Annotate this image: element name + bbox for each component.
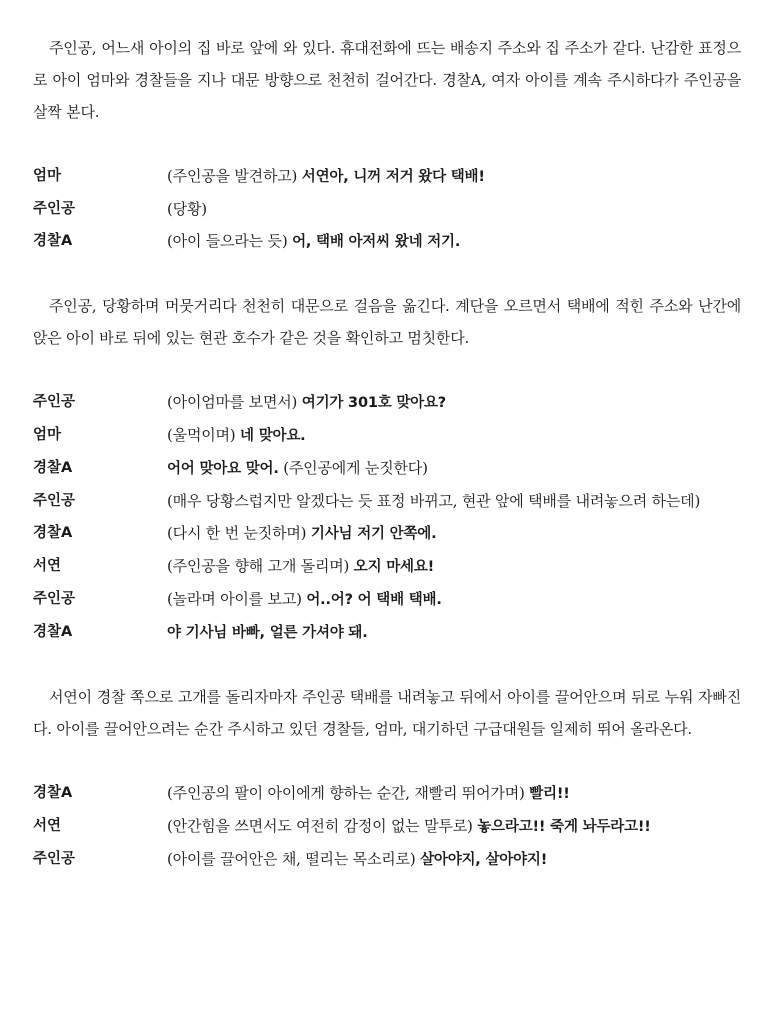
dialogue-text: [167, 616, 741, 649]
speaker-name: 엄마: [33, 427, 62, 443]
speaker-name: 경찰A: [33, 785, 73, 801]
stage-direction: (주인공을 향해 고개 돌리며): [167, 557, 350, 575]
stage-direction: (울먹이며): [167, 426, 236, 444]
stage-direction: (아이엄마를 보면서): [167, 393, 298, 411]
speaker-name: 주인공: [33, 201, 76, 217]
dialogue-text: [167, 550, 741, 583]
dialogue-line: [33, 452, 741, 485]
speaker-name: 주인공: [33, 394, 76, 410]
action-paragraph-1: 주인공, 어느새 아이의 집 바로 앞에 와 있다. 휴대전화에 뜨는 배송지 주소와 집 주소가 같다. 난감한 표정으로 아이 엄마와 경찰들을 지나 대문 방향으로 천천히 걸어간다. 경찰A, 여자 아이를 계속 주시하다가 주인공을 살짝 본다.: [33, 39, 741, 121]
spoken-line: 어, 택배 아저씨 왔네 저기.: [292, 234, 461, 250]
spoken-line: 살아야지, 살아야지!: [420, 852, 548, 868]
spoken-line: 네 맞아요.: [240, 428, 306, 444]
action-paragraph-2: 주인공, 당황하며 머뭇거리다 천천히 대문으로 걸음을 옮긴다. 계단을 오르면서 택배에 적힌 주소와 난간에 앉은 아이 바로 뒤에 있는 현관 호수가 같은 것을 확인하고 멈칫한다.: [33, 297, 741, 347]
dialogue-line: [33, 517, 741, 550]
dialogue-line: [33, 843, 741, 876]
dialogue-line: [33, 810, 741, 843]
dialogue-text: [167, 225, 741, 258]
speaker-name: 서연: [33, 818, 62, 834]
dialogue-line: [33, 583, 741, 616]
stage-direction: (주인공의 팔이 아이에게 향하는 순간, 재빨리 뛰어가며): [167, 784, 525, 802]
dialogue-line: [33, 160, 741, 193]
dialogue-block-1: [33, 160, 741, 258]
stage-direction: (주인공을 발견하고): [167, 167, 298, 185]
dialogue-text: [167, 160, 741, 193]
speaker-name: 경찰A: [33, 624, 73, 640]
dialogue-text: [167, 583, 741, 616]
dialogue-line: [33, 419, 741, 452]
dialogue-line: [33, 550, 741, 583]
spoken-line: 놓으라고!! 죽게 놔두라고!!: [477, 819, 651, 835]
stage-direction: (안간힘을 쓰면서도 여전히 감정이 없는 말투로): [167, 817, 473, 835]
dialogue-block-3: [33, 777, 741, 876]
stage-direction: (아이 들으라는 듯): [167, 232, 288, 250]
spoken-line: 서연아, 니꺼 저거 왔다 택배!: [301, 169, 485, 185]
action-paragraph-3: 서연이 경찰 쪽으로 고개를 돌리자마자 주인공 택배를 내려놓고 뒤에서 아이를 끌어안으며 뒤로 누워 자빠진다. 아이를 끌어안으려는 순간 주시하고 있던 경찰들, 엄마, 대기하던 구급대원들 일제히 뛰어 올라온다.: [33, 688, 741, 738]
stage-direction: (놀라며 아이를 보고): [167, 590, 302, 608]
stage-direction: (아이를 끌어안은 채, 떨리는 목소리로): [167, 850, 416, 868]
spoken-line: 야 기사님 바빠, 얼른 가셔야 돼.: [167, 625, 368, 641]
dialogue-line: [33, 225, 741, 258]
stage-direction: (다시 한 번 눈짓하며): [167, 524, 307, 542]
dialogue-text: [167, 517, 741, 550]
dialogue-text: [167, 419, 741, 452]
dialogue-line: [33, 485, 741, 517]
spacer: [33, 354, 741, 386]
dialogue-line: [33, 616, 741, 649]
speaker-name: 경찰A: [33, 525, 73, 541]
dialogue-line: [33, 193, 741, 225]
spoken-line: 빨리!!: [529, 786, 570, 802]
speaker-name: 경찰A: [33, 233, 73, 249]
spoken-line: 여기가 301호 맞아요?: [301, 395, 447, 411]
spoken-line: 어어 맞아요 맞어.: [167, 461, 279, 477]
stage-direction: (주인공에게 눈짓한다): [283, 459, 428, 477]
stage-direction: (매우 당황스럽지만 알겠다는 듯 표정 바뀌고, 현관 앞에 택배를 내려놓으려 하는데): [167, 492, 701, 510]
dialogue-text: [167, 452, 741, 485]
spoken-line: 기사님 저기 안쪽에.: [310, 526, 437, 542]
spacer: [33, 258, 741, 290]
speaker-name: 주인공: [33, 493, 76, 509]
spoken-line: 어..어? 어 택배 택배.: [306, 592, 442, 608]
dialogue-text: [167, 777, 741, 810]
dialogue-text: [167, 810, 741, 843]
speaker-name: 주인공: [33, 591, 76, 607]
speaker-name: 엄마: [33, 168, 62, 184]
spacer: [33, 745, 741, 777]
spoken-line: 오지 마세요!: [353, 559, 435, 575]
spacer: [33, 649, 741, 681]
dialogue-text: [167, 386, 741, 419]
dialogue-text: [167, 843, 741, 876]
dialogue-text: [167, 485, 741, 517]
dialogue-line: [33, 386, 741, 419]
speaker-name: 서연: [33, 558, 62, 574]
speaker-name: 경찰A: [33, 460, 73, 476]
dialogue-block-2: [33, 386, 741, 649]
stage-direction: (당황): [167, 200, 207, 218]
speaker-name: 주인공: [33, 851, 76, 867]
dialogue-line: [33, 777, 741, 810]
dialogue-text: [167, 193, 741, 225]
spacer: [33, 128, 741, 160]
